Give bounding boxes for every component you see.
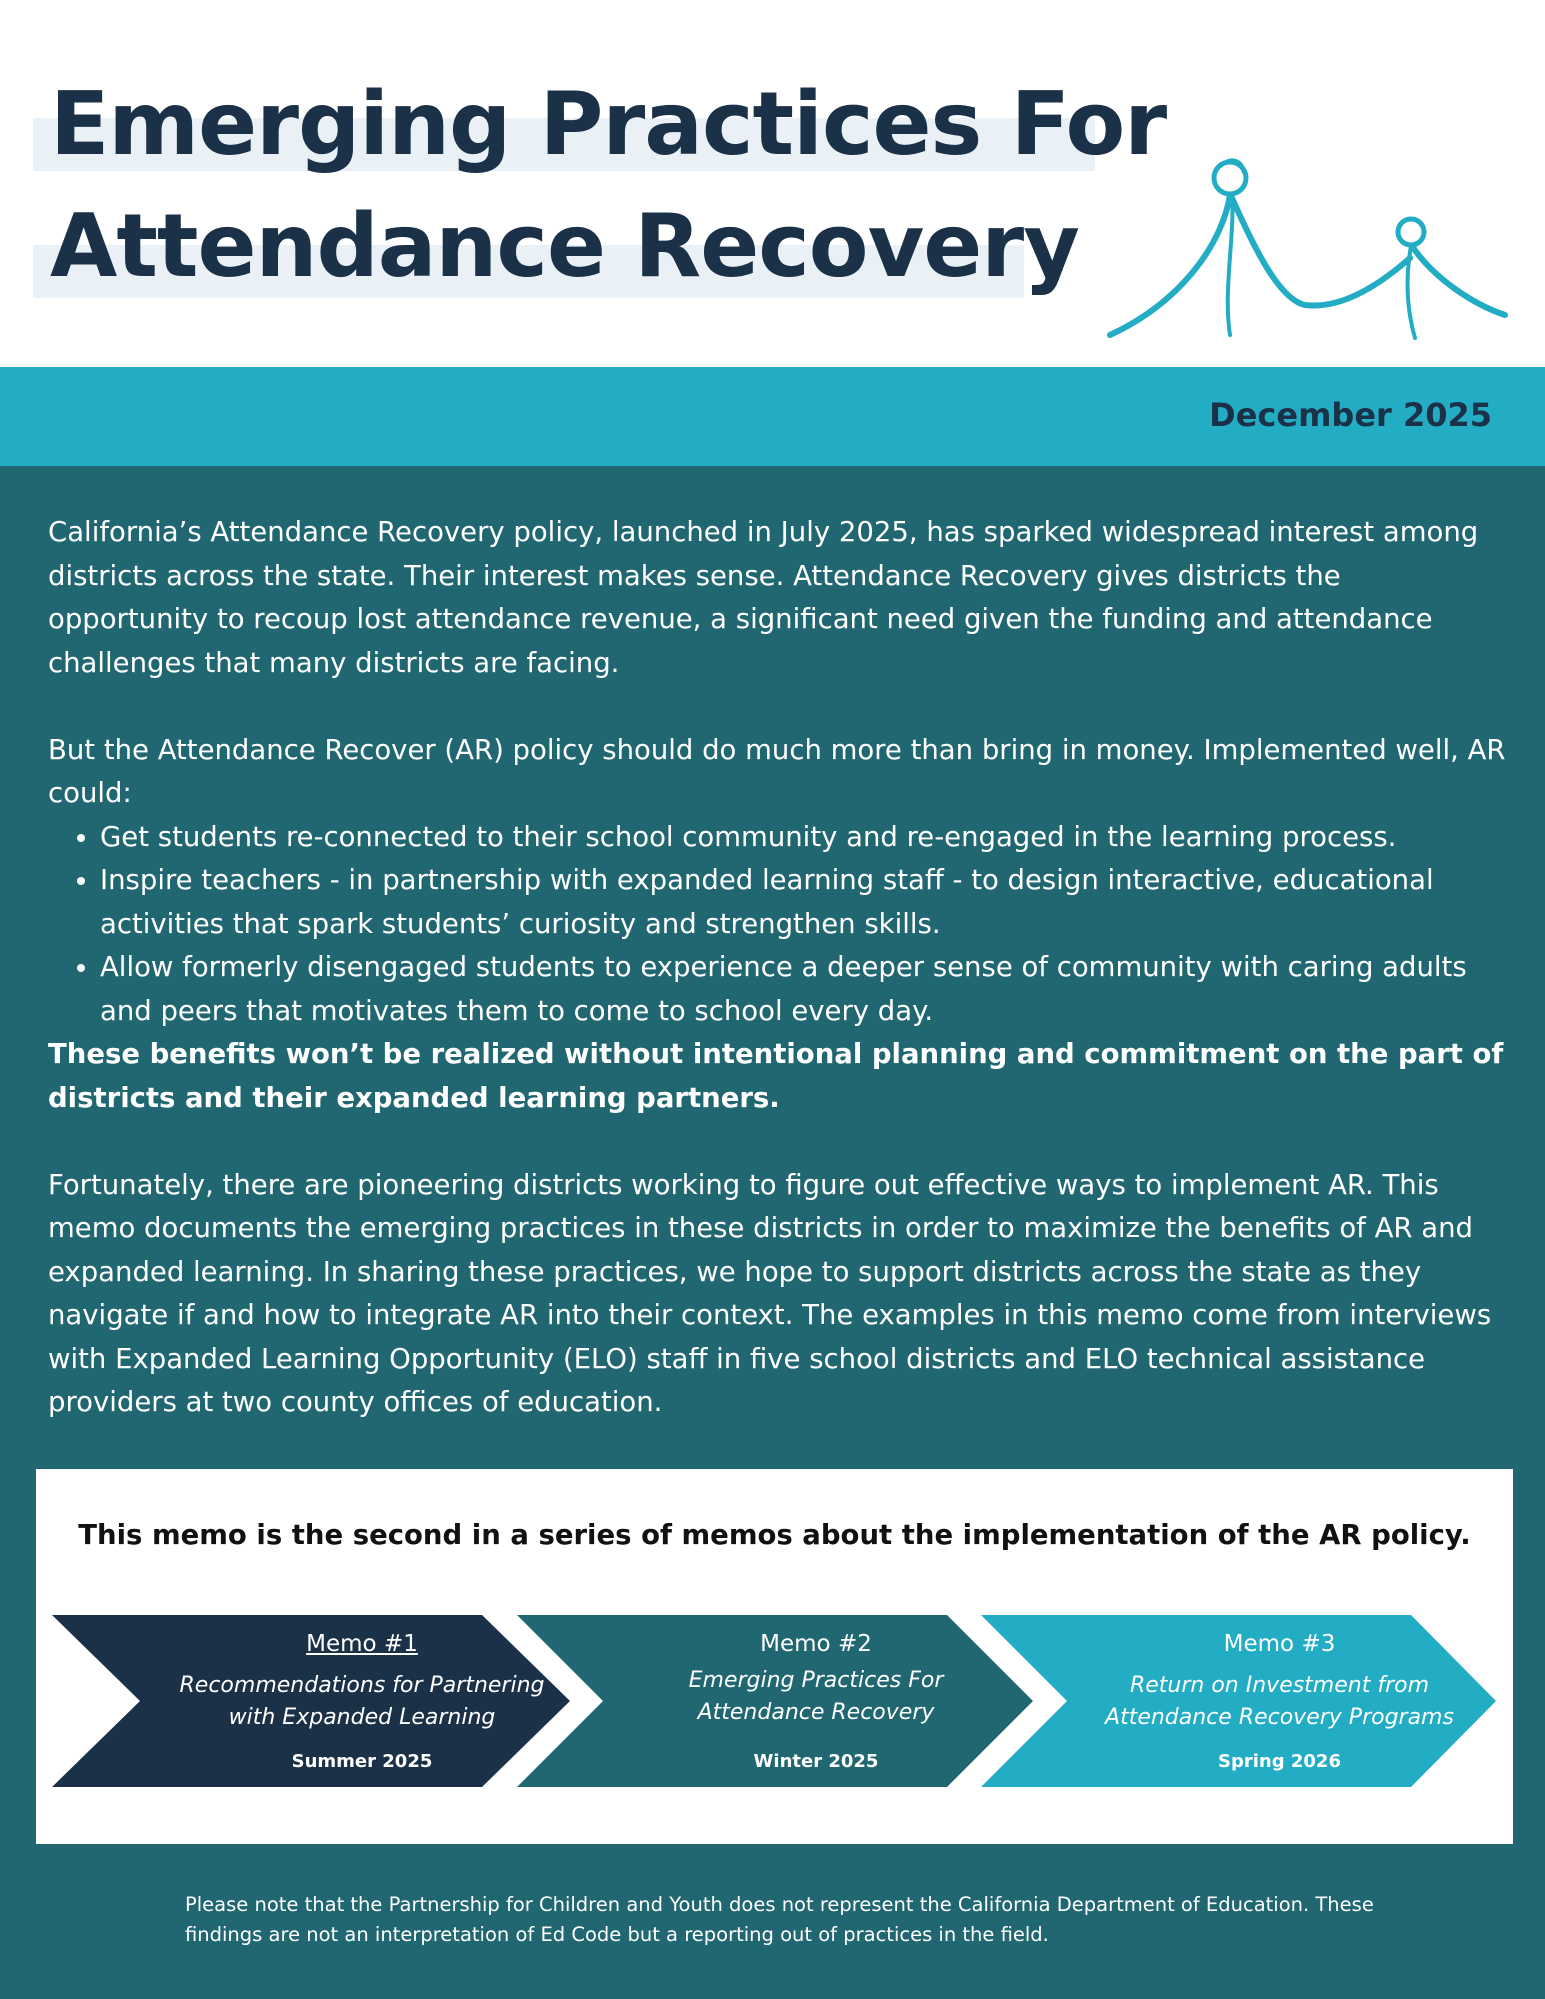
intro-paragraph-1: California’s Attendance Recovery policy, launched in July 2025, has sparked widespread interest among districts across the state. Their interest makes sense. Attendance Recovery gives districts the opportunity to recoup lost attendance revenue, a significant need given the funding and attendance challenges that many districts are facing.: [48, 516, 1479, 679]
memo-3-label: Memo #3: [1223, 1631, 1336, 1657]
bold-statement: These benefits won’t be realized without intentional planning and commitment on the part of districts and their expanded learning partners.: [48, 1038, 1504, 1114]
memo-3-subtitle-line-1: Return on Investment from: [1129, 1673, 1430, 1698]
memo-1-subtitle-line-2: with Expanded Learning: [228, 1705, 496, 1730]
benefits-list: [48, 816, 1508, 1034]
intro-paragraph-3: Fortunately, there are pioneering districts working to figure out effective ways to implement AR. This memo documents the emerging practices in these districts in order to maximize the benefits of AR and expanded learning. In sharing these practices, we hope to support districts across the state as they navigate if and how to integrate AR into their context. The examples in this memo come from interviews with Expanded Learning Opportunity (ELO) staff in five school districts and ELO technical assistance providers at two county offices of education.: [48, 1168, 1492, 1418]
two-figures-holding-hands-icon: [1105, 150, 1515, 354]
memo-2-chevron: [517, 1615, 1035, 1787]
intro-text: [48, 511, 1508, 1425]
list-item: • Allow formerly disengaged students to experience a deeper sense of community with caring adults and peers that motivates them to come to school every day.: [100, 946, 1508, 1033]
memo-2-subtitle-line-1: Emerging Practices For: [688, 1668, 944, 1693]
intro-paragraph-2: But the Attendance Recover (AR) policy should do much more than bring in money. Implemented well, AR could:: [48, 733, 1506, 809]
list-item: • Get students re-connected to their school community and re-engaged in the learning process.: [100, 816, 1508, 860]
memo-1-subtitle-line-1: Recommendations for Partnering: [179, 1673, 545, 1698]
memo-3-subtitle-line-2: Attendance Recovery Programs: [1105, 1705, 1454, 1730]
memo-2-label: Memo #2: [760, 1631, 872, 1657]
disclaimer: Please note that the Partnership for Children and Youth does not represent the California Department of Education. These findings are not an interpretation of Ed Code but a reporting out of practices in the field.: [185, 1893, 1374, 1946]
memo-2-season: Winter 2025: [753, 1751, 879, 1772]
memo-1-chevron: [52, 1615, 572, 1787]
memo-1-season: Summer 2025: [291, 1751, 433, 1772]
page-title-line-2: Attendance Recovery: [50, 195, 1079, 297]
date-band: [0, 367, 1545, 466]
page-header: [0, 0, 1545, 367]
series-title: This memo is the second in a series of memos about the implementation of the AR policy.: [78, 1519, 1471, 1551]
memo-2-subtitle-line-2: Attendance Recovery: [697, 1700, 935, 1725]
memo-1-label[interactable]: Memo #1: [306, 1631, 418, 1657]
list-item: • Inspire teachers - in partnership with expanded learning staff - to design interactive, educational activities that spark students’ curiosity and strengthen skills.: [100, 859, 1508, 946]
memo-3-subtitle: [1021, 1670, 1538, 1734]
memo-3-chevron: [981, 1615, 1498, 1787]
page-title-line-1: Emerging Practices For: [50, 73, 1167, 175]
memo-3-season: Spring 2026: [1218, 1751, 1341, 1772]
publication-date: December 2025: [1209, 396, 1492, 434]
